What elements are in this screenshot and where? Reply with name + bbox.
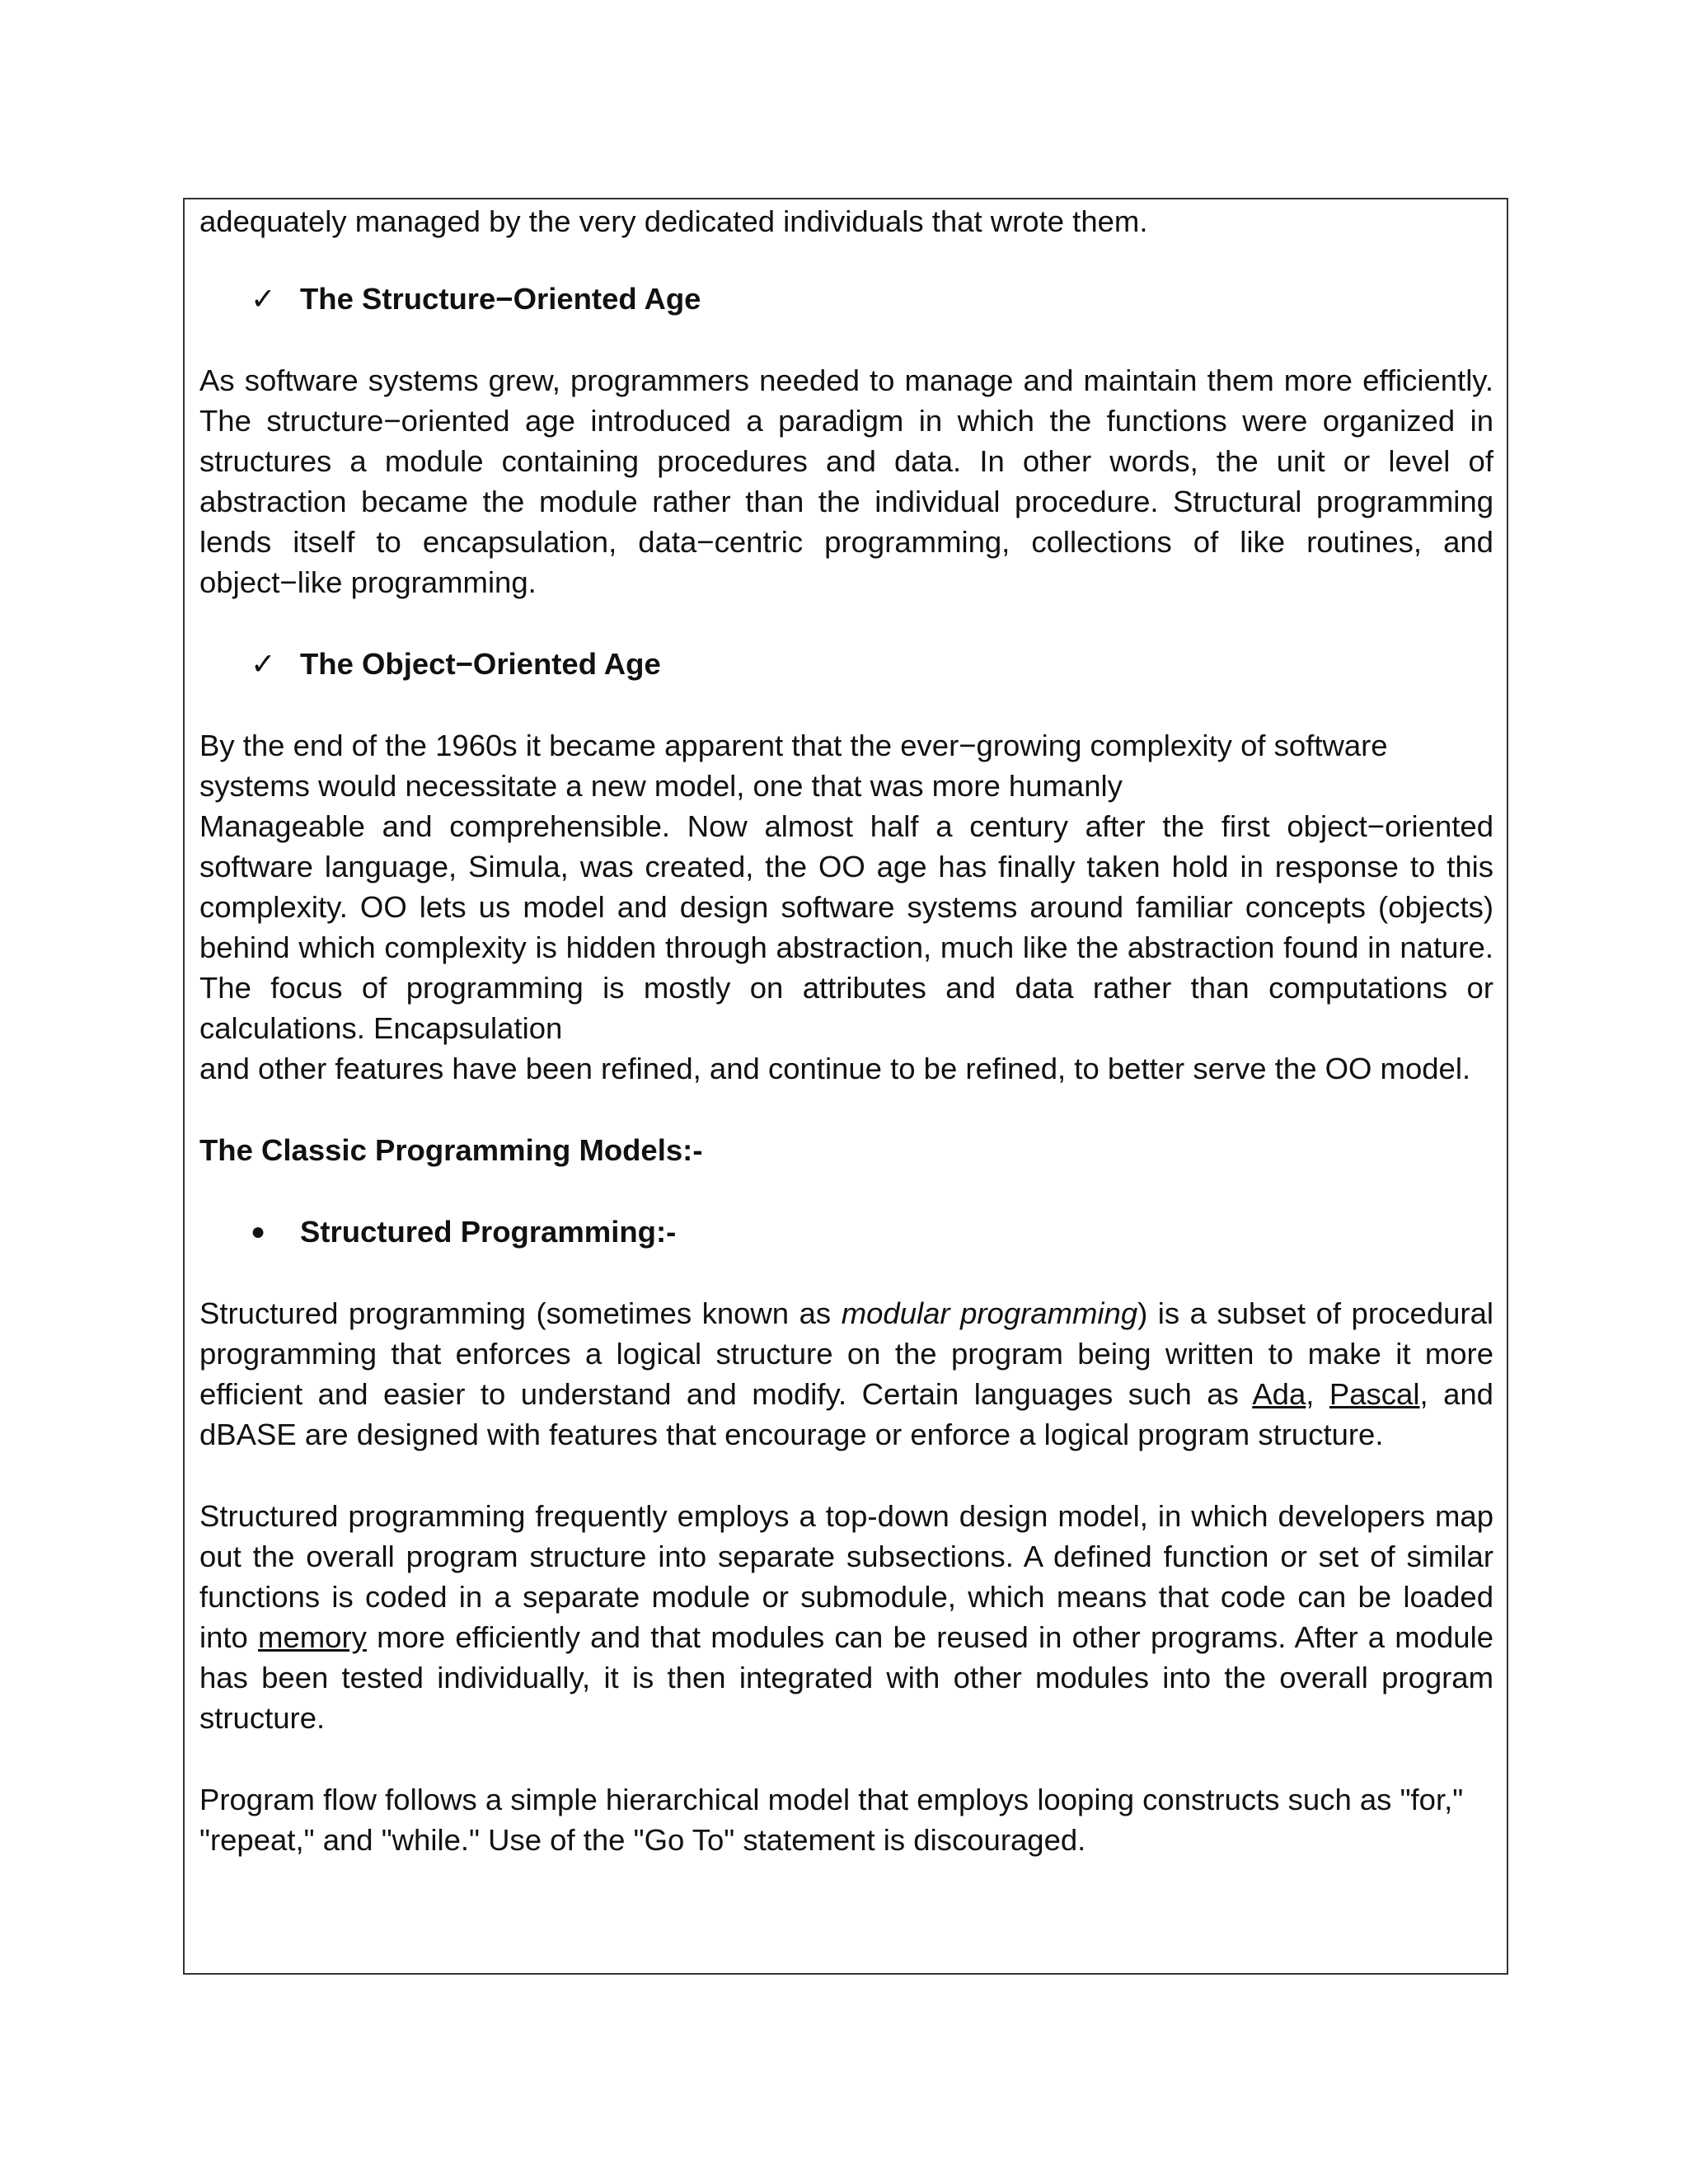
structured-paragraph-3: Program flow follows a simple hierarchical model that employs looping constructs such as "for," "repeat," and "while." Use of the "Go To" statement is discouraged. (199, 1783, 1464, 1857)
structured-p1-text-b: ) is a subset of procedural programming that enforces a logical structure on the program being written to make it more efficient and easier to understand and modify. Certain languages such as (199, 1296, 1493, 1411)
ada-link[interactable]: Ada (1252, 1377, 1306, 1411)
structured-p1-text-a: Structured programming (sometimes known as (199, 1296, 842, 1330)
structured-p1-comma: , (1306, 1377, 1315, 1411)
object-age-paragraph-2: Manageable and comprehensible. Now almost half a century after the first object−oriented software language, Simula, was created, the OO age has finally taken hold in response to this complexity. OO lets us model and design software systems around familiar concepts (objects) behind which complexity is hidden through abstraction, much like the abstraction found in nature. The focus of programming is mostly on attributes and data rather than computations or calculations. Encapsulation (199, 809, 1493, 1045)
structured-p2-text-b: more efficiently and that modules can be reused in other programs. After a module has been tested individually, it is then integrated with other modules into the overall program structure. (199, 1620, 1493, 1735)
structured-programming-heading (251, 1212, 1493, 1252)
classic-models-title: The Classic Programming Models:- (199, 1133, 703, 1167)
checkmark-icon: ✓ (251, 647, 276, 681)
pascal-link[interactable]: Pascal (1329, 1377, 1420, 1411)
object-age-heading (251, 644, 1493, 684)
structure-age-heading (251, 279, 1493, 319)
structured-p1-text-c: , and dBASE are designed with features that encourage or enforce a logical program structure. (199, 1377, 1493, 1451)
document-body (199, 201, 1493, 1860)
object-age-paragraph-1: By the end of the 1960s it became apparent that the ever−growing complexity of software systems would necessitate a new model, one that was more humanly (199, 729, 1388, 803)
checkmark-icon: ✓ (251, 282, 276, 316)
structured-paragraph-1 (199, 1293, 1493, 1455)
structured-p2-text-a: Structured programming frequently employs a top-down design model, in which developers map out the overall program structure into separate subsections. A defined function or set of similar functions is coded in a separate module or submodule, which means that code can be loaded into (199, 1499, 1493, 1654)
intro-line: adequately managed by the very dedicated individuals that wrote them. (199, 204, 1148, 238)
structure-age-heading-text: The Structure−Oriented Age (300, 282, 701, 316)
memory-link[interactable]: memory (258, 1620, 367, 1654)
structured-programming-heading-text: Structured Programming:- (300, 1215, 677, 1249)
structured-paragraph-2 (199, 1496, 1493, 1738)
object-age-heading-text: The Object−Oriented Age (300, 647, 661, 681)
object-age-paragraph-3: and other features have been refined, and continue to be refined, to better serve the OO model. (199, 1052, 1471, 1085)
bullet-icon: ● (251, 1218, 266, 1245)
modular-programming-term: modular programming (841, 1296, 1138, 1330)
structure-age-paragraph: As software systems grew, programmers needed to manage and maintain them more efficiently. The structure−oriented age introduced a paradigm in which the functions were organized in structures a module containing procedures and data. In other words, the unit or level of abstraction became the module rather than the individual procedure. Structural programming lends itself to encapsulation, data−centric programming, collections of like routines, and object−like programming. (199, 363, 1493, 599)
